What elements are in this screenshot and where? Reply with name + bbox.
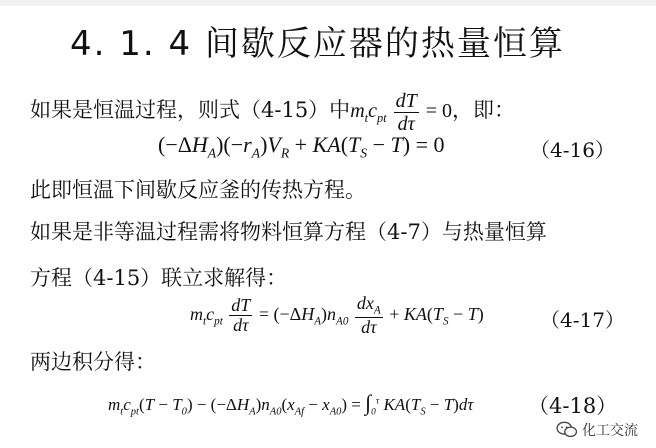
text-line-1 — [30, 90, 515, 135]
text-line-5: 两边积分得： — [30, 350, 156, 374]
watermark — [556, 420, 638, 440]
watermark-text: 化工交流 — [582, 423, 638, 439]
line1-prefix: 如果是恒温过程，则式（4-15）中 — [30, 98, 351, 123]
equation-4-18: $m_tc_{pt}(T - T_0) - (-\Delta H_A)n_{A0}(x_{Af} - x_{A0}) = \int_0^\tau$ $KA(T_S - T)d\tau$ — [108, 390, 474, 418]
equation-4-17: $m_tc_{pt}$ $\frac{dT}{d\tau}$ = $(-\Delta H_A)n_{A0}$ $\frac{dx_A}{d\tau}$ + $KA(T_S - T)$ — [190, 293, 484, 337]
slide-title: 4. 1. 4 间歇反应器的热量恒算 — [70, 24, 565, 64]
text-line-3: 如果是非等温过程需将物料恒算方程（4-7）与热量恒算 — [30, 220, 547, 244]
equation-number-4-16: （4-16） — [530, 138, 615, 162]
inline-formula: $m_tc_{pt}$ $\frac{dT}{d\tau}$ = 0 — [350, 90, 453, 135]
top-band — [0, 0, 656, 6]
equation-number-4-18: （4-18） — [528, 394, 618, 418]
equation-4-16: $(-\Delta H_A)(-r_A)V_R + KA(T_S - T) = 0$ — [158, 132, 445, 161]
equation-number-4-17: （4-17） — [540, 308, 625, 332]
text-line-4: 方程（4-15）联立求解得： — [30, 266, 288, 290]
wechat-icon — [556, 421, 578, 439]
text-line-2: 此即恒温下间歇反应釜的传热方程。 — [30, 178, 366, 202]
line1-suffix: ，即： — [452, 98, 516, 123]
